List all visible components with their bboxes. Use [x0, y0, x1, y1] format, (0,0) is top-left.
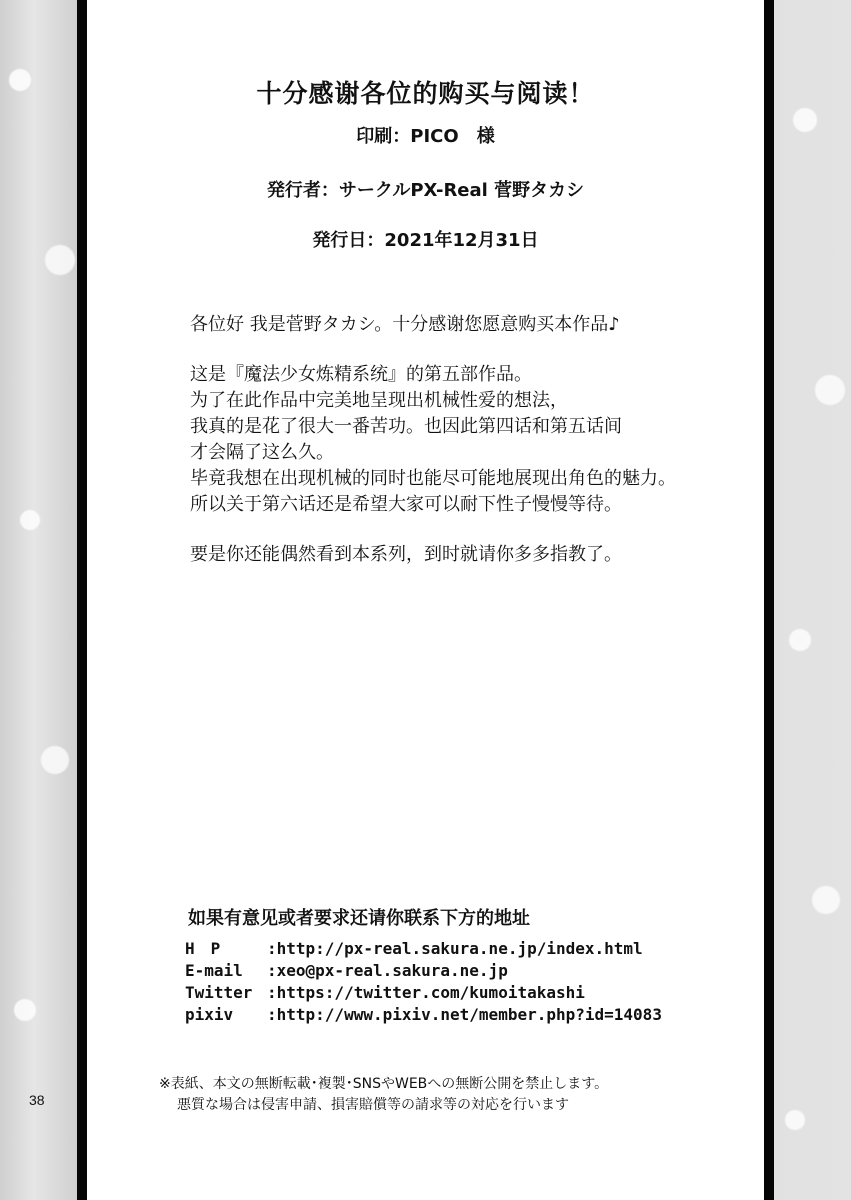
message-body — [190, 362, 750, 518]
notice-line: 悪質な場合は侵害申請、損害賠償等の請求等の対応を行います — [177, 1097, 569, 1113]
contact-row-twitter — [185, 982, 745, 1004]
author-message — [190, 312, 750, 592]
twitter-link[interactable]: :https://twitter.com/kumoitakashi — [267, 983, 585, 1002]
contact-row-homepage — [185, 938, 745, 960]
message-line: 这是『魔法少女炼精系统』的第五部作品。 — [190, 364, 532, 385]
publication-date: 発行日：2021年12月31日 — [312, 230, 539, 251]
contact-heading: 如果有意见或者要求还请你联系下方的地址 — [188, 908, 530, 929]
contact-label: Twitter — [185, 983, 253, 1002]
page-title: 十分感谢各位的购买与阅读！ — [256, 79, 595, 108]
notice-line: ※表紙、本文の無断転載･複製･SNSやWEBへの無断公開を禁止します。 — [159, 1076, 609, 1092]
publisher-credit: 発行者：サークルPX-Real 菅野タカシ — [266, 180, 585, 201]
message-line: 我真的是花了很大一番苦功。也因此第四话和第五话间 — [190, 416, 622, 437]
contact-label: E-mail — [185, 961, 243, 980]
email-link[interactable]: :xeo@px-real.sakura.ne.jp — [267, 961, 508, 980]
contact-row-email — [185, 960, 745, 982]
homepage-link[interactable]: :http://px-real.sakura.ne.jp/index.html — [267, 939, 643, 958]
colophon-panel — [87, 0, 764, 1200]
contact-row-pixiv — [185, 1004, 745, 1026]
message-line: 为了在此作品中完美地呈现出机械性爱的想法， — [190, 390, 568, 411]
contact-list — [185, 938, 745, 1026]
message-closing: 要是你还能偶然看到本系列，到时就请你多多指教了。 — [190, 544, 622, 565]
contact-label: H P — [185, 939, 221, 958]
pixiv-link[interactable]: :http://www.pixiv.net/member.php?id=14083 — [267, 1005, 662, 1024]
printer-credit: 印刷：PICO 様 — [356, 126, 495, 147]
message-greeting: 各位好 我是菅野タカシ。十分感谢您愿意购买本作品♪ — [190, 314, 620, 335]
left-border-band — [77, 0, 87, 1200]
right-border-band — [764, 0, 774, 1200]
message-line: 才会隔了这么久。 — [190, 442, 334, 463]
contact-label: pixiv — [185, 1005, 234, 1024]
message-line: 毕竟我想在出现机械的同时也能尽可能地展现出角色的魅力。 — [190, 468, 676, 489]
message-line: 所以关于第六话还是希望大家可以耐下性子慢慢等待。 — [190, 494, 622, 515]
page-number: 38 — [29, 1092, 45, 1108]
copyright-notice — [159, 1074, 749, 1116]
